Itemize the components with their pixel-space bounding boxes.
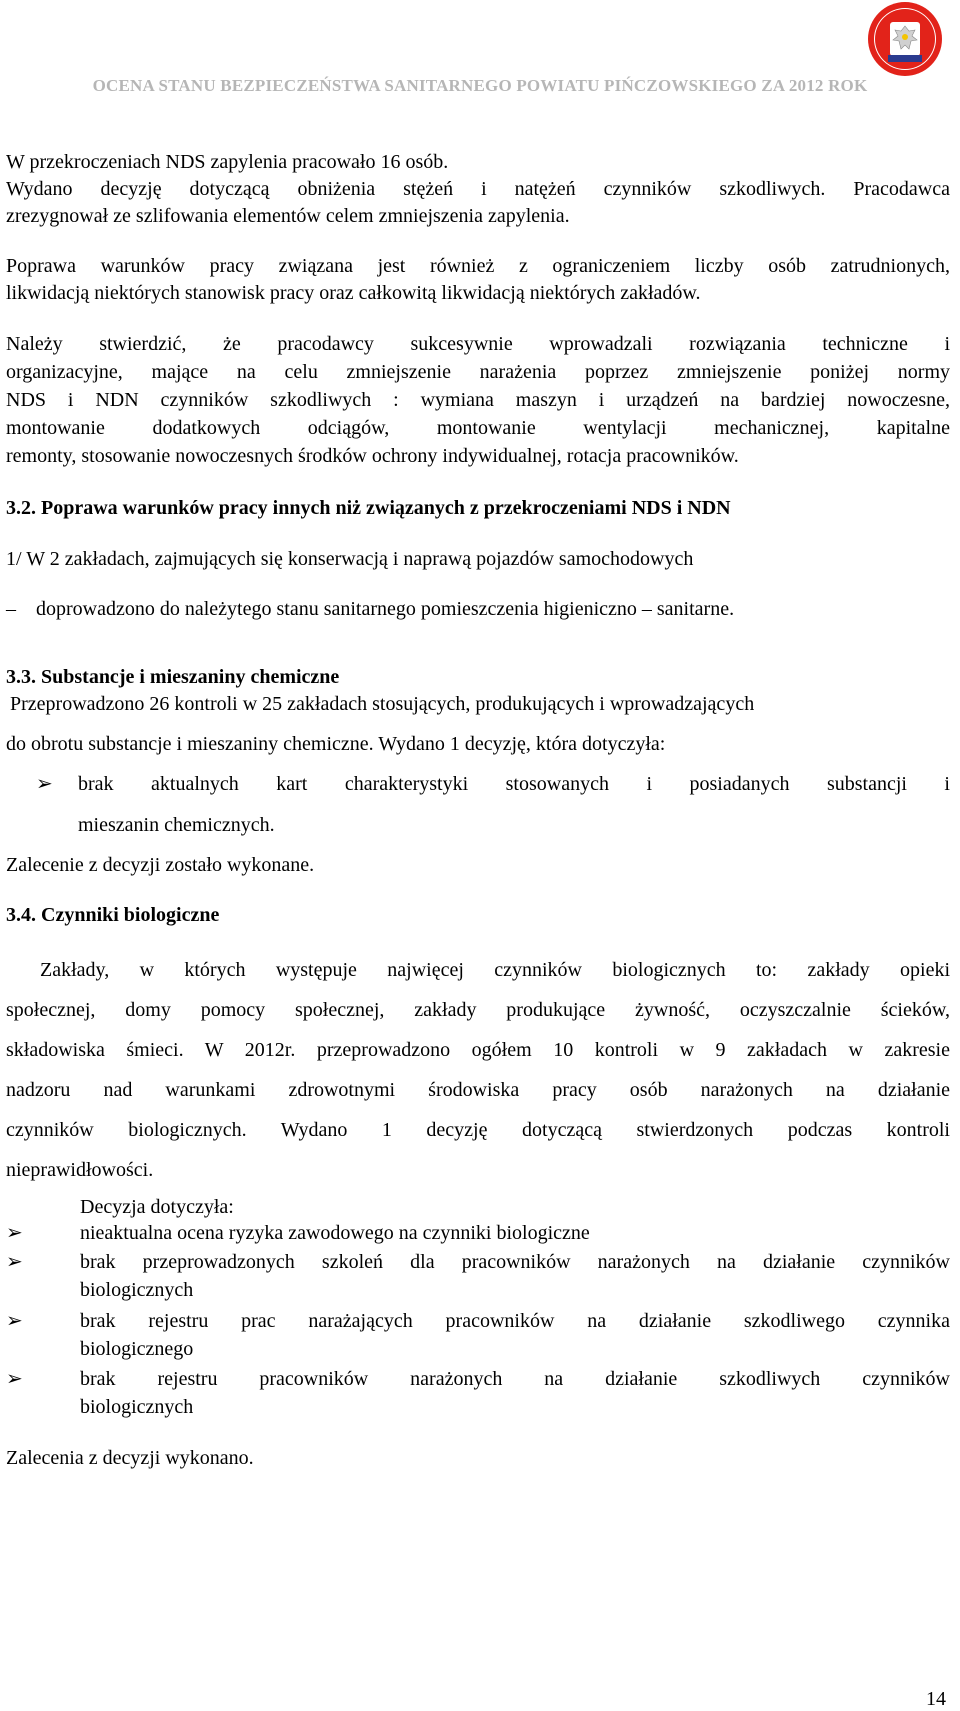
para1-line1: W przekroczeniach NDS zapylenia pracowało 16 osób. [6, 151, 449, 173]
section-3-4-line6: nieprawidłowości. [6, 1159, 154, 1181]
decision-item-3-line2: biologicznego [80, 1338, 194, 1360]
para3-line2: organizacyjne, mające na celu zmniejszenie narażenia poprzez zmniejszenie poniżej normy [6, 361, 950, 383]
arrow-bullet-icon: ➢ [36, 773, 53, 795]
section-3-3-heading: 3.3. Substancje i mieszaniny chemiczne [6, 666, 340, 688]
running-header: OCENA STANU BEZPIECZEŃSTWA SANITARNEGO POWIATU PIŃCZOWSKIEGO ZA 2012 ROK [92, 76, 868, 95]
decision-item-4-line1: brak rejestru pracowników narażonych na działanie szkodliwych czynników [80, 1368, 950, 1390]
para3-line1: Należy stwierdzić, że pracodawcy sukcesywnie wprowadzali rozwiązania techniczne i [6, 333, 950, 355]
arrow-bullet-icon: ➢ [6, 1310, 23, 1332]
section-3-4-line5: czynników biologicznych. Wydano 1 decyzję dotyczącą stwierdzonych podczas kontroli [6, 1119, 950, 1141]
decision-item-2-line2: biologicznych [80, 1279, 194, 1301]
section-3-4-heading: 3.4. Czynniki biologiczne [6, 904, 220, 926]
para1-line3: zrezygnował ze szlifowania elementów celem zmniejszenia zapylenia. [6, 205, 570, 227]
section-3-3-line2: do obrotu substancje i mieszaniny chemiczne. Wydano 1 decyzję, która dotyczyła: [6, 733, 666, 755]
section-3-4-line4: nadzoru nad warunkami zdrowotnymi środowiska pracy osób narażonych na działanie [6, 1079, 950, 1101]
arrow-bullet-icon: ➢ [6, 1222, 23, 1244]
section-3-4-closing: Zalecenia z decyzji wykonano. [6, 1447, 254, 1469]
arrow-bullet-icon: ➢ [6, 1368, 23, 1390]
para3-line5: remonty, stosowanie nowoczesnych środków ochrony indywidualnej, rotacja pracowników. [6, 445, 739, 467]
section-3-4-line3: składowiska śmieci. W 2012r. przeprowadzono ogółem 10 kontroli w 9 zakładach w zakresie [6, 1039, 950, 1061]
arrow-bullet-icon: ➢ [6, 1251, 23, 1273]
section-3-2-heading: 3.2. Poprawa warunków pracy innych niż związanych z przekroczeniami NDS i NDN [6, 497, 731, 519]
para3-line4: montowanie dodatkowych odciągów, montowanie wentylacji mechanicznej, kapitalne [6, 417, 950, 439]
decision-item-2-line1: brak przeprowadzonych szkoleń dla pracowników narażonych na działanie czynników [80, 1251, 950, 1273]
decision-item-1: nieaktualna ocena ryzyka zawodowego na czynniki biologiczne [80, 1222, 590, 1244]
section-3-3-bullet-line1: brak aktualnych kart charakterystyki stosowanych i posiadanych substancji i [78, 773, 950, 795]
para2-line2: likwidacją niektórych stanowisk pracy oraz całkowitą likwidacją niektórych zakładów. [6, 282, 701, 304]
section-3-3-closing: Zalecenie z decyzji zostało wykonane. [6, 854, 315, 876]
para2-line1: Poprawa warunków pracy związana jest również z ograniczeniem liczby osób zatrudnionych, [6, 255, 950, 277]
decision-intro: Decyzja dotyczyła: [80, 1196, 234, 1218]
section-3-2-dash: – [6, 598, 16, 620]
section-3-3-bullet-line2: mieszanin chemicznych. [78, 814, 275, 836]
section-3-2-line1: 1/ W 2 zakładach, zajmujących się konserwacją i naprawą pojazdów samochodowych [6, 548, 694, 570]
section-3-3-line1: Przeprowadzono 26 kontroli w 25 zakładach stosujących, produkujących i wprowadzających [10, 693, 755, 715]
decision-item-3-line1: brak rejestru prac narażających pracowników na działanie szkodliwego czynnika [80, 1310, 950, 1332]
section-3-4-line1: Zakłady, w których występuje najwięcej czynników biologicznych to: zakłady opieki [40, 959, 950, 981]
para3-line3: NDS i NDN czynników szkodliwych : wymiana maszyn i urządzeń na bardziej nowoczesne, [6, 389, 950, 411]
sanitary-inspection-logo [866, 0, 944, 78]
para1-line2: Wydano decyzję dotyczącą obniżenia stężeń i natężeń czynników szkodliwych. Pracodawca [6, 178, 950, 200]
page-number: 14 [926, 1688, 946, 1710]
section-3-4-line2: społecznej, domy pomocy społecznej, zakłady produkujące żywność, oczyszczalnie ścieków, [6, 999, 950, 1021]
decision-item-4-line2: biologicznych [80, 1396, 194, 1418]
section-3-2-line2: doprowadzono do należytego stanu sanitarnego pomieszczenia higieniczno – sanitarne. [36, 598, 735, 620]
